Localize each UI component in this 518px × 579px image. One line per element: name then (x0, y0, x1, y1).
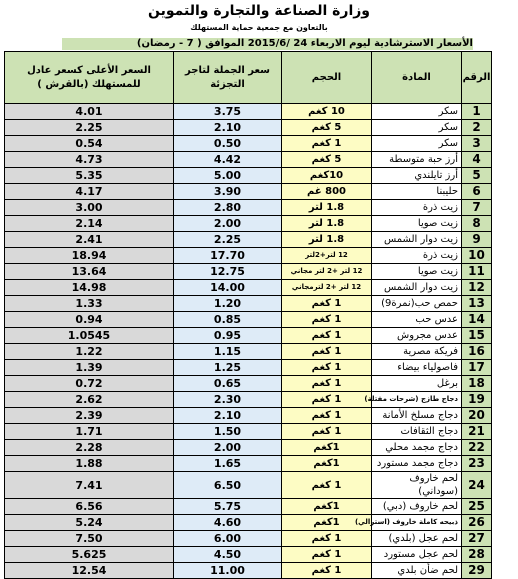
table-row (5, 499, 492, 515)
wholesale-price: 6.50 (174, 472, 282, 499)
row-number: 14 (462, 312, 492, 328)
wholesale-price: 2.10 (174, 120, 282, 136)
item-size: 800 غم (282, 184, 372, 200)
table-row (5, 264, 492, 280)
retail-price: 0.94 (5, 312, 174, 328)
wholesale-price: 2.00 (174, 216, 282, 232)
row-number: 18 (462, 376, 492, 392)
item-name: فاصولياء بيضاء (372, 360, 462, 376)
table-row (5, 328, 492, 344)
row-number: 8 (462, 216, 492, 232)
item-name: حمص حب(نمرة9) (372, 296, 462, 312)
item-name: حليبنا (372, 184, 462, 200)
row-number: 1 (462, 104, 492, 120)
wholesale-price: 0.85 (174, 312, 282, 328)
item-name: دجاج مجمد مستورد (372, 456, 462, 472)
item-size: 1 كغم (282, 408, 372, 424)
retail-price: 1.0545 (5, 328, 174, 344)
wholesale-price: 14.00 (174, 280, 282, 296)
item-name: لحم عجل (بلدي) (372, 531, 462, 547)
item-size: 12 لتر +2 لترمجاني (282, 280, 372, 296)
table-row (5, 120, 492, 136)
item-size: 1.8 لتر (282, 200, 372, 216)
date-line: الأسعار الاسترشادية ليوم الاربعاء 24 /2015/6 الموافق ( 7 - رمضان) (62, 38, 473, 50)
cooperation-subtitle: بالتعاون مع جمعية حماية المستهلك (190, 23, 328, 32)
table-row (5, 104, 492, 120)
table-row (5, 531, 492, 547)
table-row (5, 376, 492, 392)
item-size: 1 كغم (282, 312, 372, 328)
row-number: 28 (462, 547, 492, 563)
table-row (5, 184, 492, 200)
retail-price: 14.98 (5, 280, 174, 296)
row-number: 24 (462, 472, 492, 499)
table-row (5, 456, 492, 472)
table-row (5, 472, 492, 499)
item-name: سكر (372, 120, 462, 136)
item-name: دجاج مسلخ الأمانة (372, 408, 462, 424)
retail-price: 4.01 (5, 104, 174, 120)
retail-price: 0.72 (5, 376, 174, 392)
retail-price: 18.94 (5, 248, 174, 264)
item-size: 1 كغم (282, 472, 372, 499)
item-size: 5 كغم (282, 152, 372, 168)
wholesale-price: 1.20 (174, 296, 282, 312)
item-size: 10كغم (282, 168, 372, 184)
col-header-retail: السعر الأعلى كسعر عادل للمستهلك (بالقرش ) (5, 52, 174, 104)
retail-price: 2.39 (5, 408, 174, 424)
table-row (5, 440, 492, 456)
row-number: 29 (462, 563, 492, 579)
table-row (5, 152, 492, 168)
item-name: فريكة مصرية (372, 344, 462, 360)
retail-price: 7.50 (5, 531, 174, 547)
row-number: 3 (462, 136, 492, 152)
table-row (5, 136, 492, 152)
item-name: دجاج طازج (شرحات مفتلة) (372, 392, 462, 408)
retail-price: 0.54 (5, 136, 174, 152)
retail-price: 2.25 (5, 120, 174, 136)
item-name: زيت دوار الشمس (372, 232, 462, 248)
item-size: 1 كغم (282, 344, 372, 360)
row-number: 23 (462, 456, 492, 472)
document-header (0, 0, 518, 40)
item-name: لحم ضأن بلدي (372, 563, 462, 579)
wholesale-price: 4.60 (174, 515, 282, 531)
wholesale-price: 4.50 (174, 547, 282, 563)
wholesale-price: 0.50 (174, 136, 282, 152)
wholesale-price: 2.80 (174, 200, 282, 216)
item-size: 1 كغم (282, 136, 372, 152)
retail-price: 13.64 (5, 264, 174, 280)
item-size: 12 لتر +2 لتر مجاني (282, 264, 372, 280)
item-size: 1.8 لتر (282, 216, 372, 232)
item-name: دجاج مجمد محلي (372, 440, 462, 456)
retail-price: 4.17 (5, 184, 174, 200)
wholesale-price: 5.00 (174, 168, 282, 184)
retail-price: 6.56 (5, 499, 174, 515)
row-number: 2 (462, 120, 492, 136)
wholesale-price: 2.10 (174, 408, 282, 424)
item-name: عدس مجروش (372, 328, 462, 344)
retail-price: 4.73 (5, 152, 174, 168)
item-size: 1 كغم (282, 360, 372, 376)
wholesale-price: 1.25 (174, 360, 282, 376)
row-number: 10 (462, 248, 492, 264)
row-number: 12 (462, 280, 492, 296)
item-size: 1 كغم (282, 376, 372, 392)
table-row (5, 424, 492, 440)
table-row (5, 344, 492, 360)
row-number: 27 (462, 531, 492, 547)
retail-price: 7.41 (5, 472, 174, 499)
item-name: أرز تايلندي (372, 168, 462, 184)
item-size: 1كغم (282, 499, 372, 515)
table-row (5, 547, 492, 563)
item-size: 1 كغم (282, 424, 372, 440)
row-number: 5 (462, 168, 492, 184)
table-row (5, 232, 492, 248)
table-row (5, 248, 492, 264)
wholesale-price: 1.50 (174, 424, 282, 440)
wholesale-price: 2.30 (174, 392, 282, 408)
table-row (5, 280, 492, 296)
table-row (5, 563, 492, 579)
table-row (5, 296, 492, 312)
retail-price: 1.71 (5, 424, 174, 440)
wholesale-price: 3.75 (174, 104, 282, 120)
row-number: 20 (462, 408, 492, 424)
row-number: 26 (462, 515, 492, 531)
item-size: 1كغم (282, 515, 372, 531)
item-size: 5 كغم (282, 120, 372, 136)
wholesale-price: 1.65 (174, 456, 282, 472)
wholesale-price: 2.25 (174, 232, 282, 248)
retail-price: 3.00 (5, 200, 174, 216)
item-size: 1 كغم (282, 531, 372, 547)
col-header-size: الحجم (282, 52, 372, 104)
item-name: سكر (372, 104, 462, 120)
wholesale-price: 0.95 (174, 328, 282, 344)
item-name: زيت ذرة (372, 200, 462, 216)
table-row (5, 168, 492, 184)
item-name: زيت صويا (372, 216, 462, 232)
retail-price: 2.14 (5, 216, 174, 232)
retail-price: 12.54 (5, 563, 174, 579)
table-row (5, 312, 492, 328)
retail-price: 5.24 (5, 515, 174, 531)
wholesale-price: 6.00 (174, 531, 282, 547)
retail-price: 1.33 (5, 296, 174, 312)
item-size: 1 كغم (282, 328, 372, 344)
item-name: زيت ذرة (372, 248, 462, 264)
item-name: سكر (372, 136, 462, 152)
wholesale-price: 4.42 (174, 152, 282, 168)
wholesale-price: 5.75 (174, 499, 282, 515)
row-number: 16 (462, 344, 492, 360)
retail-price: 2.41 (5, 232, 174, 248)
col-header-number: الرقم (462, 52, 492, 104)
row-number: 7 (462, 200, 492, 216)
table-row (5, 515, 492, 531)
item-size: 1كغم (282, 456, 372, 472)
wholesale-price: 2.00 (174, 440, 282, 456)
wholesale-price: 17.70 (174, 248, 282, 264)
table-row (5, 200, 492, 216)
item-name: برغل (372, 376, 462, 392)
row-number: 17 (462, 360, 492, 376)
wholesale-price: 0.65 (174, 376, 282, 392)
wholesale-price: 11.00 (174, 563, 282, 579)
item-size: 1 كغم (282, 296, 372, 312)
retail-price: 2.28 (5, 440, 174, 456)
row-number: 11 (462, 264, 492, 280)
item-name: لحم خاروف (دبي) (372, 499, 462, 515)
item-size: 12 لتر+2لتر (282, 248, 372, 264)
ministry-title: وزارة الصناعة والتجارة والتموين (147, 3, 371, 19)
retail-price: 1.22 (5, 344, 174, 360)
item-size: 1كغم (282, 440, 372, 456)
item-name: عدس حب (372, 312, 462, 328)
item-size: 1.8 لتر (282, 232, 372, 248)
row-number: 4 (462, 152, 492, 168)
item-name: زيت دوار الشمس (372, 280, 462, 296)
row-number: 15 (462, 328, 492, 344)
row-number: 6 (462, 184, 492, 200)
item-name: زيت صويا (372, 264, 462, 280)
wholesale-price: 1.15 (174, 344, 282, 360)
row-number: 19 (462, 392, 492, 408)
item-name: ذبيحه كاملة خاروف (استرالي) (372, 515, 462, 531)
table-header-row (5, 52, 492, 104)
col-header-wholesale: سعر الجملة لتاجر التجزئة (174, 52, 282, 104)
row-number: 13 (462, 296, 492, 312)
table-row (5, 360, 492, 376)
price-table (4, 51, 492, 579)
wholesale-price: 3.90 (174, 184, 282, 200)
retail-price: 5.625 (5, 547, 174, 563)
item-size: 1 كغم (282, 392, 372, 408)
item-name: لحم عجل مستورد (372, 547, 462, 563)
table-row (5, 392, 492, 408)
col-header-item: المادة (372, 52, 462, 104)
wholesale-price: 12.75 (174, 264, 282, 280)
item-size: 10 كغم (282, 104, 372, 120)
item-size: 1 كغم (282, 547, 372, 563)
retail-price: 1.39 (5, 360, 174, 376)
item-name: لحم خاروف (سوداني) (372, 472, 462, 499)
table-row (5, 408, 492, 424)
table-row (5, 216, 492, 232)
item-size: 1 كغم (282, 563, 372, 579)
row-number: 22 (462, 440, 492, 456)
item-name: دجاج الثقافات (372, 424, 462, 440)
row-number: 9 (462, 232, 492, 248)
row-number: 21 (462, 424, 492, 440)
item-name: أرز حبة متوسطة (372, 152, 462, 168)
retail-price: 5.35 (5, 168, 174, 184)
row-number: 25 (462, 499, 492, 515)
retail-price: 2.62 (5, 392, 174, 408)
retail-price: 1.88 (5, 456, 174, 472)
